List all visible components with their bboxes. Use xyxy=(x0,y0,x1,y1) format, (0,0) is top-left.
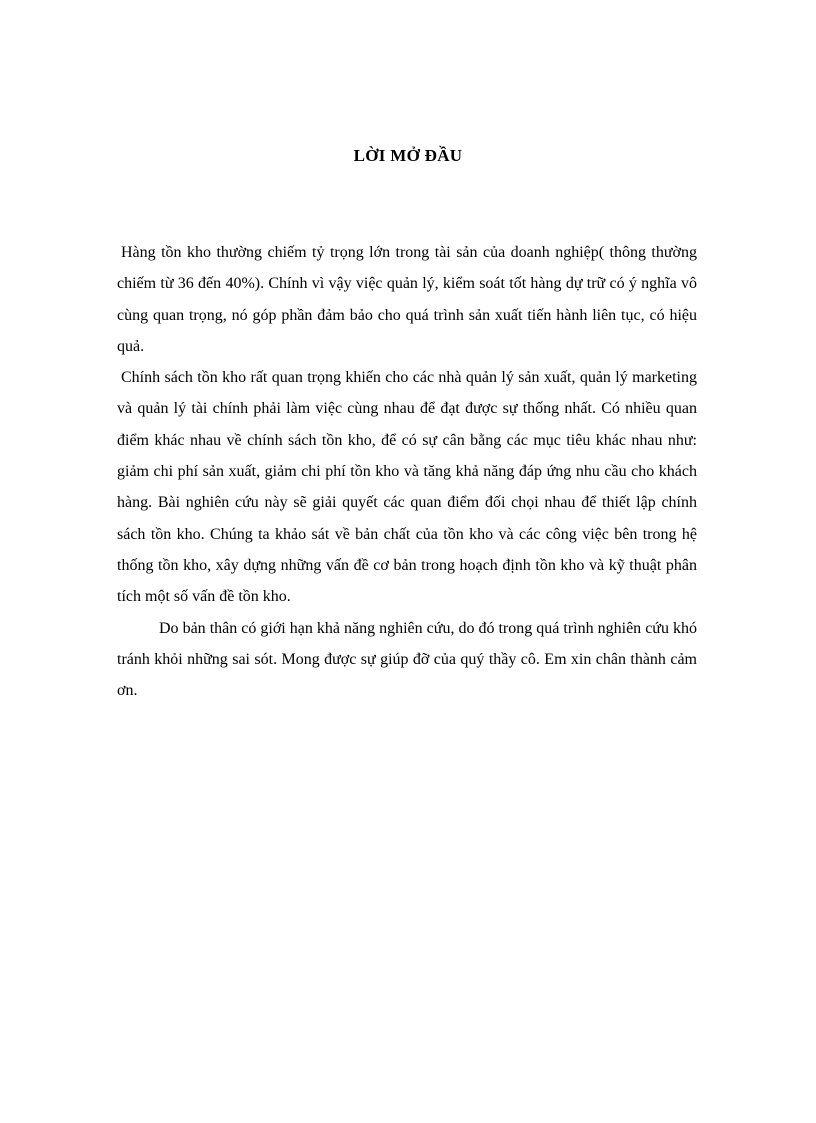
document-body xyxy=(117,237,697,706)
paragraph-intro: Hàng tồn kho thường chiếm tỷ trọng lớn trong tài sản của doanh nghiệp( thông thường chiếm từ 36 đến 40%). Chính vì vậy việc quản lý, kiểm soát tốt hàng dự trữ có ý nghĩa vô cùng quan trọng, nó góp phần đảm bảo cho quá trình sản xuất tiến hành liên tục, có hiệu quả. xyxy=(117,244,697,355)
paragraph-acknowledgement: Do bản thân có giới hạn khả năng nghiên cứu, do đó trong quá trình nghiên cứu khó tránh khỏi những sai sót. Mong được sự giúp đỡ của quý thầy cô. Em xin chân thành cảm ơn. xyxy=(117,619,697,700)
page-title: LỜI MỞ ĐẦU xyxy=(353,146,463,165)
paragraph-inventory-policy: Chính sách tồn kho rất quan trọng khiến cho các nhà quản lý sản xuất, quản lý marketing và quản lý tài chính phải làm việc cùng nhau để đạt được sự thống nhất. Có nhiều quan điểm khác nhau về chính sách tồn kho, để có sự cân bằng các mục tiêu khác nhau như: giảm chi phí sản xuất, giảm chi phí tồn kho và tăng khả năng đáp ứng nhu cầu cho khách hàng. Bài nghiên cứu này sẽ giải quyết các quan điểm đối chọi nhau để thiết lập chính sách tồn kho. Chúng ta khảo sát về bản chất của tồn kho và các công việc bên trong hệ thống tồn kho, xây dựng những vấn đề cơ bản trong hoạch định tồn kho và kỹ thuật phân tích một số vấn đề tồn kho. xyxy=(117,369,697,606)
